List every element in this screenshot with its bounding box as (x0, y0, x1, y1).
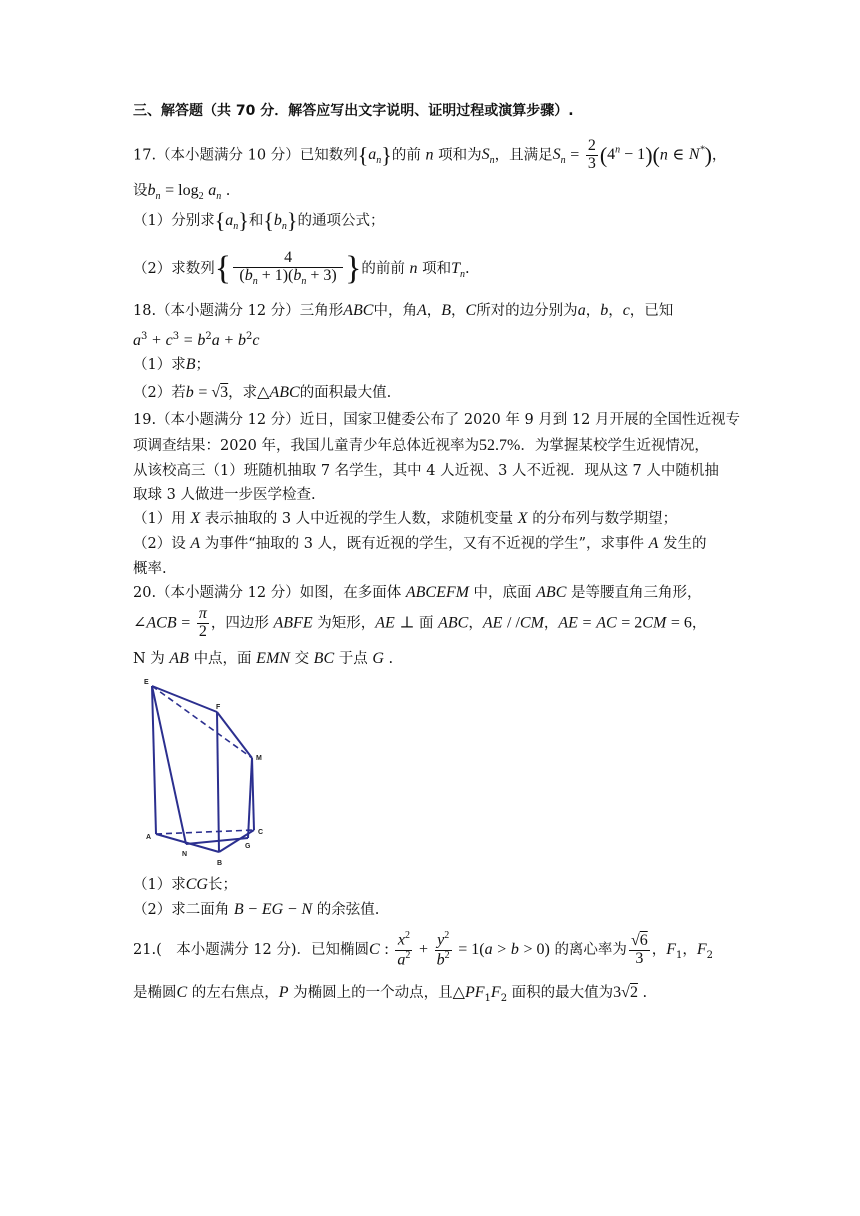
label-n: N (182, 851, 188, 858)
edge-en (152, 686, 186, 844)
q17-line1: 17.（本小题满分 10 分）已知数列$\{a_n\}$的前 n 项和为$S_n$，且满足$S_n$ = $\frac{2}{3}$ $(4^n - 1)(n$ ∈ N*)， (133, 137, 727, 172)
edge-ng (186, 838, 248, 844)
edge-em-dashed (152, 686, 252, 758)
q19-line2: 项调查结果：2020 年，我国儿童青少年总体近视率为52.7%．为掌握某校学生近视情况， (133, 437, 709, 454)
label-e: E (144, 679, 149, 686)
edge-ac-dashed (156, 830, 254, 834)
q18-equation: $a^3 + c^3 = b^2a + b^2c$ (133, 331, 260, 349)
label-b: B (217, 860, 223, 867)
q20-part2: （2）求二面角 B − EG − N 的余弦值. (133, 901, 380, 918)
label-c: C (258, 829, 264, 836)
q20-part1: （1）求CG长； (133, 876, 237, 893)
q21-line2: 是椭圆C 的左右焦点，P 为椭圆上的一个动点，且$\triangle PF_1F_2$ 面积的最大值为3√2 . (133, 984, 648, 1004)
edge-ea (152, 686, 156, 834)
q17-part2: （2）求数列{ $\frac{4}{(b_n + 1)(b_n + 3)}$ }的前前 n 项和$T_n$. (133, 249, 470, 287)
edge-mg (248, 758, 252, 838)
q18-line1: 18.（本小题满分 12 分）三角形ABC中，角A，B，C所对的边分别为a，b，c，已知 (133, 302, 674, 319)
q20-line1: 20.（本小题满分 12 分）如图，在多面体 ABCEFM 中，底面 ABC 是等腰直角三角形， (133, 584, 702, 601)
label-a: A (146, 834, 152, 841)
q21-line1: 21.( 本小题满分 12 分)．已知椭圆C : $\frac{x^2}{a^2}$ + $\frac{y^2}{b^2}$ = 1(a > b > 0) 的离心率为 $\frac{√6}{3}$ ，$F_1$，$F_2$ (133, 930, 714, 968)
q17-line2: 设$b_n = \log_2 a_n$ . (133, 182, 231, 203)
label-g: G (245, 843, 251, 850)
q20-line2: ∠ACB = $\frac{\pi}{2}$ ，四边形 ABFE 为矩形，AE ⊥ 面 ABC，AE / /CM，AE = AC = 2CM = 6， (133, 605, 707, 640)
q18-number: 18. (133, 303, 157, 319)
q19-part2: （2）设 A 为事件“抽取的 3 人，既有近视的学生，又有不近视的学生”，求事件 A 发生的 (133, 535, 707, 552)
q17-part1: （1）分别求$\{a_n\}$和$\{b_n\}$的通项公式； (133, 208, 385, 233)
edge-fm (217, 712, 252, 758)
label-f: F (216, 704, 221, 711)
q19-part2-cont: 概率. (133, 561, 167, 577)
polyhedron-figure (142, 672, 282, 872)
q17-number: 17. (133, 147, 157, 164)
edge-ef (152, 686, 217, 712)
label-m: M (256, 755, 262, 762)
q18-part2: （2）若b = √3，求△ABC的面积最大值. (133, 384, 392, 401)
q18-part1: （1）求B； (133, 356, 211, 373)
q20-line3: N 为 AB 中点，面 EMN 交 BC 于点 G . (133, 650, 394, 667)
q19-part1: （1）用 X 表示抽取的 3 人中近视的学生人数，求随机变量 X 的分布列与数学期望； (133, 510, 678, 527)
q19-line4: 取球 3 人做进一步医学检查. (133, 487, 316, 503)
q19-line3: 从该校高三（1）班随机抽取 7 名学生，其中 4 人近视、3 人不近视．现从这 7 人中随机抽 (133, 463, 719, 479)
q19-line1: 19.（本小题满分 12 分）近日，国家卫健委公布了 2020 年 9 月到 12 月开展的全国性近视专 (133, 412, 740, 428)
section-heading: 三、解答题（共 70 分．解答应写出文字说明、证明过程或演算步骤）. (133, 103, 574, 119)
q17-points: （本小题满分 10 分） (156, 147, 300, 164)
